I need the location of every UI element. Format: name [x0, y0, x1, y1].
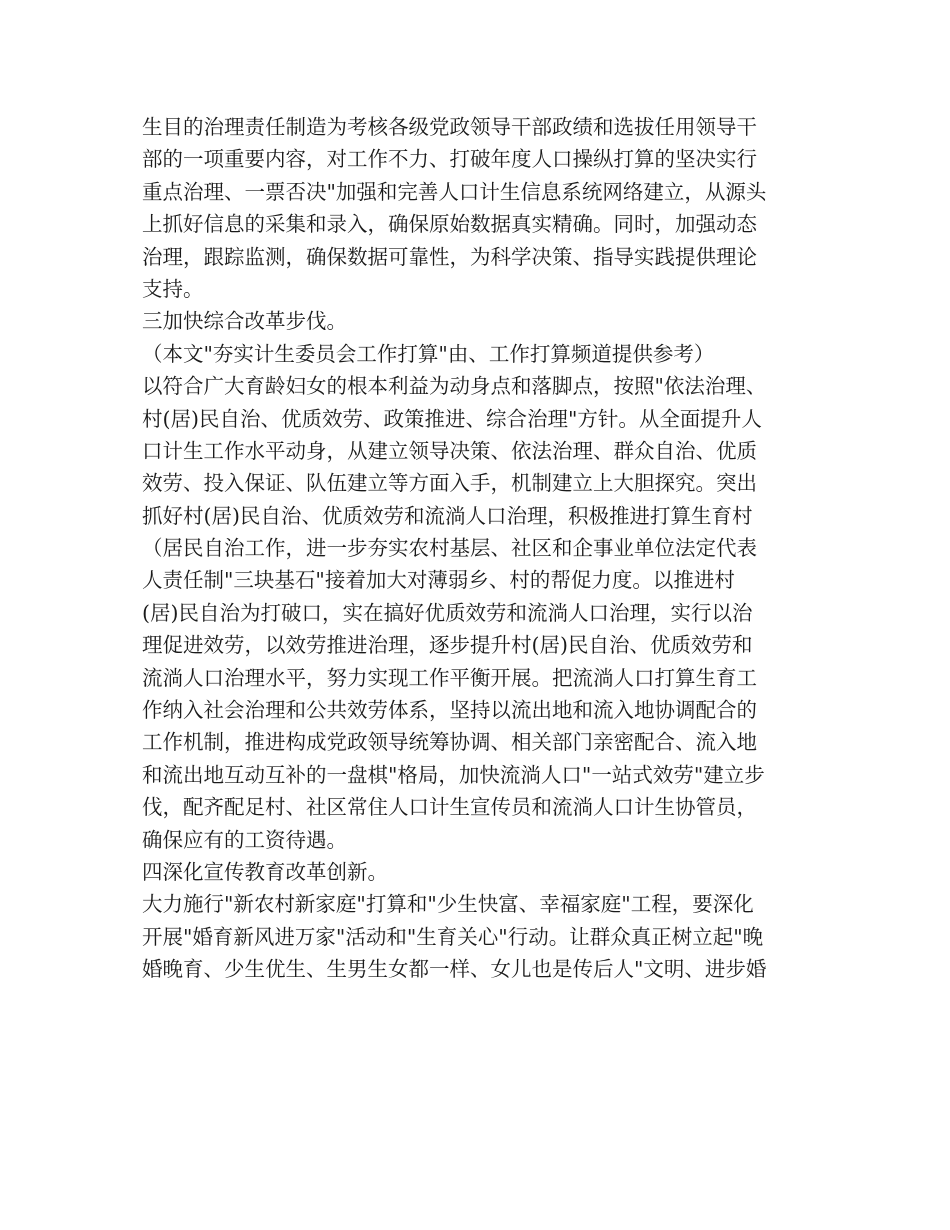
body-text [142, 111, 822, 986]
text-line: 支持。 [142, 276, 204, 301]
text-line: 和流出地互动互补的一盘棋"格局，加快流淌人口"一站式效劳"建立步 [142, 762, 765, 787]
text-line: 作纳入社会治理和公共效劳体系，坚持以流出地和流入地协调配合的 [142, 698, 757, 723]
text-line: 开展"婚育新风进万家"活动和"生育关心"行动。让群众真正树立起"晚 [142, 924, 764, 949]
text-line: 流淌人口治理水平，努力实现工作平衡开展。把流淌人口打算生育工 [142, 665, 757, 690]
text-line: 治理，跟踪监测，确保数据可靠性，为科学决策、指导实践提供理论 [142, 244, 757, 269]
text-line: (居)民自治为打破口，实在搞好优质效劳和流淌人口治理，实行以治 [142, 600, 753, 625]
text-line: 大力施行"新农村新家庭"打算和"少生快富、幸福家庭"工程，要深化 [142, 892, 754, 917]
text-line: （居民自治工作，进一步夯实农村基层、社区和企事业单位法定代表 [142, 536, 757, 561]
text-line: 婚晚育、少生优生、生男生女都一样、女儿也是传后人"文明、进步婚 [142, 957, 767, 982]
text-line: 抓好村(居)民自治、优质效劳和流淌人口治理，积极推进打算生育村 [142, 503, 753, 528]
text-line: 理促进效劳，以效劳推进治理，逐步提升村(居)民自治、优质效劳和 [142, 633, 753, 658]
text-line: 以符合广大育龄妇女的根本利益为动身点和落脚点，按照"依法治理、 [142, 374, 767, 399]
text-line: 人责任制"三块基石"接着加大对薄弱乡、村的帮促力度。以推进村 [142, 568, 735, 593]
text-line: 生目的治理责任制造为考核各级党政领导干部政绩和选拔任用领导干 [142, 115, 757, 139]
text-line: 上抓好信息的采集和录入，确保原始数据真实精确。同时，加强动态 [142, 212, 757, 237]
text-line: 部的一项重要内容，对工作不力、打破年度人口操纵打算的坚决实行 [142, 147, 757, 172]
source-note: （本文"夯实计生委员会工作打算"由、工作打算频道提供参考） [142, 341, 715, 366]
text-line: 伐，配齐配足村、社区常住人口计生宣传员和流淌人口计生协管员， [142, 795, 757, 820]
section-heading: 四深化宣传教育改革创新。 [142, 859, 388, 884]
text-line: 确保应有的工资待遇。 [142, 827, 347, 852]
section-heading: 三加快综合改革步伐。 [142, 309, 347, 334]
text-line: 效劳、投入保证、队伍建立等方面入手，机制建立上大胆探究。突出 [142, 471, 757, 496]
text-line: 重点治理、一票否决"加强和完善人口计生信息系统网络建立，从源头 [142, 179, 767, 204]
text-line: 工作机制，推进构成党政领导统筹协调、相关部门亲密配合、流入地 [142, 730, 757, 755]
text-line: 口计生工作水平动身，从建立领导决策、依法治理、群众自治、优质 [142, 438, 757, 463]
text-line: 村(居)民自治、优质效劳、政策推进、综合治理"方针。从全面提升人 [142, 406, 762, 431]
